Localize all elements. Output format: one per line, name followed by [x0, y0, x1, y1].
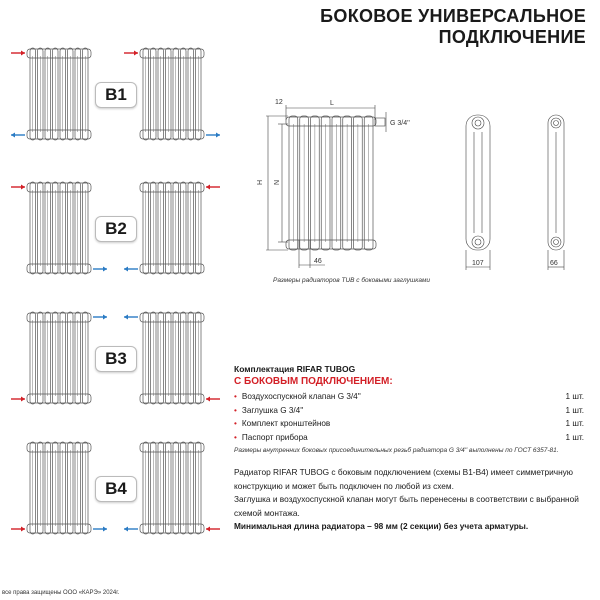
kit-item-name: Паспорт прибора [241, 432, 308, 442]
supply-arrow-icon [11, 51, 25, 56]
kit-subheading: С БОКОВЫМ ПОДКЛЮЧЕНИЕМ: [234, 376, 393, 387]
kit-item-name: Воздухоспускной клапан G 3/4'' [241, 392, 361, 402]
supply-arrow-icon [206, 397, 220, 402]
kit-item-qty: 1 шт. [565, 405, 584, 415]
kit-section [234, 364, 584, 454]
radiator-icon [27, 48, 91, 140]
page-title: БОКОВОЕ УНИВЕРСАЛЬНОЕ ПОДКЛЮЧЕНИЕ [320, 6, 586, 47]
kit-item-qty: 1 шт. [565, 419, 584, 429]
kit-item [234, 431, 584, 445]
dim-axis-distance: N [274, 179, 281, 185]
description-p3: Минимальная длина радиатора – 98 мм (2 секции) без учета арматуры. [234, 521, 529, 531]
radiator-icon [27, 182, 91, 274]
kit-item-qty: 1 шт. [565, 392, 584, 402]
supply-arrow-icon [11, 397, 25, 402]
return-arrow-icon [124, 527, 138, 532]
supply-arrow-icon [206, 185, 220, 190]
dimension-drawing [250, 90, 600, 275]
dim-66: 66 [550, 260, 558, 267]
return-arrow-icon [124, 267, 138, 272]
scheme-label: B4 [95, 476, 137, 502]
copyright: все права защищены ООО «КАРЭ» 2024г. [2, 590, 120, 596]
drawing-caption: Размеры радиаторов TUB с боковыми заглушками [273, 277, 431, 284]
radiator-icon [27, 312, 91, 404]
supply-arrow-icon [206, 527, 220, 532]
kit-item [234, 417, 584, 431]
return-arrow-icon [206, 133, 220, 138]
radiator-icon [140, 48, 204, 140]
bullet-icon: • [234, 405, 237, 415]
bullet-icon: • [234, 392, 237, 402]
description-p2: Заглушка и воздухоспускной клапан могут быть перенесены в соответствии с выбранной схемой монтажа. [234, 494, 579, 518]
radiator-icon [140, 312, 204, 404]
scheme-label: B1 [95, 82, 137, 108]
radiator-icon [140, 182, 204, 274]
return-arrow-icon [93, 527, 107, 532]
description-p1: Радиатор RIFAR TUBOG с боковым подключением (схемы B1-B4) имеет симметричную конструкцию и может быть подключен по любой из схем. [234, 467, 574, 491]
dim-107: 107 [472, 260, 484, 267]
return-arrow-icon [11, 133, 25, 138]
supply-arrow-icon [11, 527, 25, 532]
return-arrow-icon [93, 267, 107, 272]
supply-arrow-icon [124, 51, 138, 56]
supply-arrow-icon [11, 185, 25, 190]
kit-item [234, 390, 584, 404]
radiator-icon [140, 442, 204, 534]
scheme-label: B2 [95, 216, 137, 242]
return-arrow-icon [124, 315, 138, 320]
kit-note: Размеры внутренних боковых присоединительных резьб радиатора G 3/4'' выполнены по ГОСТ 6357-81. [234, 447, 559, 454]
kit-item [234, 404, 584, 418]
dim-height: H [257, 179, 264, 185]
radiator-icon [27, 442, 91, 534]
dim-thread: G 3/4'' [390, 120, 410, 127]
kit-item-name: Заглушка G 3/4'' [241, 405, 304, 415]
return-arrow-icon [93, 315, 107, 320]
dim-12: 12 [275, 99, 283, 106]
kit-item-name: Комплект кронштейнов [241, 419, 331, 429]
description [234, 466, 584, 534]
scheme-label: B3 [95, 346, 137, 372]
kit-heading: Комплектация RIFAR TUBOG [234, 364, 356, 374]
dim-46: 46 [314, 258, 322, 265]
bullet-icon: • [234, 432, 237, 442]
dim-length: L [330, 100, 334, 107]
kit-item-qty: 1 шт. [565, 432, 584, 442]
bullet-icon: • [234, 419, 237, 429]
